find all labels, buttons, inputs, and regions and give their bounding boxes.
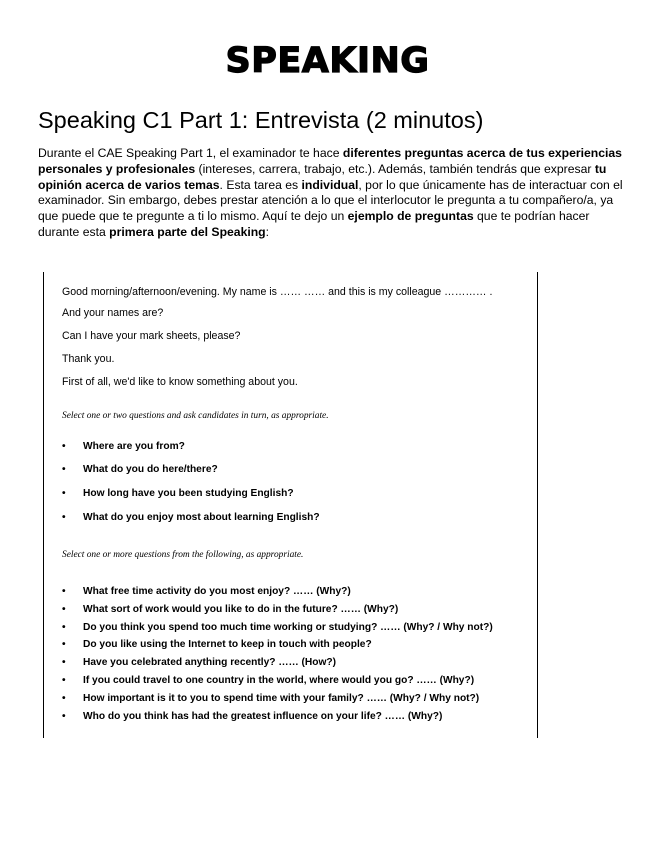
question-text: Who do you think has had the greatest influence on your life? …… (Why?) [83,711,443,722]
script-line: Thank you. [62,353,115,365]
script-line: And your names are? [62,307,164,319]
question-text: Have you celebrated anything recently? …… (How?) [83,657,337,668]
question-item [62,638,372,651]
intro-bold-4: ejemplo de preguntas [347,209,474,224]
bullet-icon: • [62,604,66,615]
question-text: What do you do here/there? [83,464,218,475]
bullet-icon: • [62,586,66,597]
intro-bold-5: primera parte del Speaking [109,224,266,239]
question-item [62,656,336,669]
question-item [62,603,398,616]
question-item [62,463,218,476]
question-text: What free time activity do you most enjoy? …… (Why?) [83,586,351,597]
bullet-icon: • [62,711,66,722]
question-item [62,511,320,524]
intro-text-5: que te podrían hacer durante esta [38,209,590,239]
bullet-icon: • [62,441,66,452]
question-text: Do you think you spend too much time working or studying? …… (Why? / Why not?) [83,622,493,633]
script-line: Can I have your mark sheets, please? [62,330,241,342]
question-text: How important is it to you to spend time with your family? …… (Why? / Why not?) [83,693,480,704]
intro-bold-3: individual [301,177,359,192]
question-text: Do you like using the Internet to keep in touch with people? [83,639,372,650]
bullet-icon: • [62,622,66,633]
script-line: Good morning/afternoon/evening. My name is …… …… and this is my colleague ………… . [62,286,493,298]
question-item [62,440,185,453]
bullet-icon: • [62,675,66,686]
intro-text-6: : [265,224,270,239]
bullet-icon: • [62,657,66,668]
question-item [62,692,479,705]
bullet-icon: • [62,693,66,704]
page-heading: SPEAKING [225,41,430,81]
bullet-icon: • [62,639,66,650]
question-text: What sort of work would you like to do in the future? …… (Why?) [83,604,399,615]
intro-bold-1: diferentes preguntas acerca de tus experiencias personales y profesionales [38,146,622,176]
question-text: Where are you from? [83,441,185,452]
question-item [62,710,442,723]
question-text: If you could travel to one country in the world, where would you go? …… (Why?) [83,675,475,686]
question-text: What do you enjoy most about learning English? [83,512,320,523]
question-item [62,585,351,598]
instruction-note: Select one or two questions and ask candidates in turn, as appropriate. [62,411,329,421]
intro-text-1: Durante el CAE Speaking Part 1, el examinador te hace [38,146,343,160]
section-title: Speaking C1 Part 1: Entrevista (2 minutos) [38,107,484,133]
instruction-note: Select one or more questions from the following, as appropriate. [62,550,304,560]
script-line: First of all, we'd like to know something about you. [62,376,298,388]
bullet-icon: • [62,464,66,475]
intro-text-2: (intereses, carrera, trabajo, etc.). Además, también tendrás que expresar [195,161,595,176]
question-item [62,487,294,500]
intro-paragraph [38,146,624,241]
bullet-icon: • [62,488,66,499]
bullet-icon: • [62,512,66,523]
intro-text-4: , por lo que únicamente has de interactuar con el examinador. Sin embargo, debes prestar atención a lo que el interlocutor le pregunta a tu compañero/a, ya que puede que te pregunte a ti lo mismo. Aquí te dejo un [38,177,623,224]
question-item [62,674,474,687]
intro-text-3: . Esta tarea es [219,177,302,192]
question-text: How long have you been studying English? [83,488,294,499]
question-item [62,621,493,634]
intro-bold-2: tu opinión acerca de varios temas [38,161,607,192]
